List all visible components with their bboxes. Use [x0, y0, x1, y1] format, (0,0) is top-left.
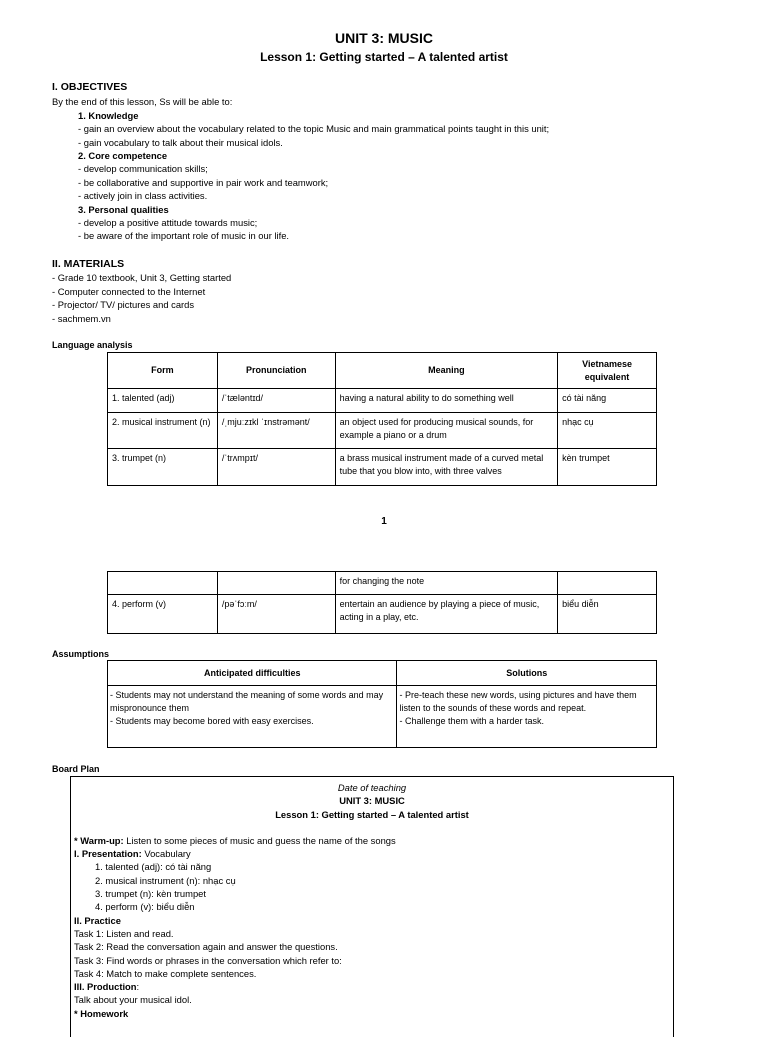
core-item: - be collaborative and supportive in pair work and teamwork;: [78, 176, 329, 188]
table-header-row: [108, 661, 657, 686]
cell-vietnamese: nhạc cụ: [558, 413, 657, 449]
objectives-heading: I. OBJECTIVES: [52, 81, 128, 93]
solution-item: - Challenge them with a harder task.: [399, 716, 545, 726]
language-analysis-table: [107, 352, 657, 486]
table-header-row: [108, 353, 657, 389]
solution-item: - Pre-teach these new words, using pictures and have them listen to the sounds of these words and repeat.: [399, 690, 637, 713]
cell-pronunciation: /ˈtrʌmpɪt/: [217, 449, 335, 486]
core-item: - develop communication skills;: [78, 163, 208, 175]
cell-form: 4. perform (v): [108, 595, 218, 634]
cell-meaning: an object used for producing musical sounds, for example a piano or a drum: [335, 413, 557, 449]
assumptions-table: [107, 660, 657, 748]
cell-form: 1. talented (adj): [108, 389, 218, 413]
board-task: Task 2: Read the conversation again and answer the questions.: [74, 941, 338, 953]
board-production: III. Production:: [74, 981, 140, 993]
language-analysis-table-continued: [107, 571, 657, 634]
lesson-subtitle: Lesson 1: Getting started – A talented artist: [260, 50, 508, 64]
solutions-cell: [397, 686, 657, 748]
board-task: Task 3: Find words or phrases in the conversation which refer to:: [74, 954, 342, 966]
table-row: [108, 413, 657, 449]
board-production-text: Talk about your musical idol.: [74, 994, 192, 1006]
personal-item: - be aware of the important role of music in our life.: [78, 230, 290, 242]
column-header: Anticipated difficulties: [108, 661, 397, 686]
board-homework-label: * Homework: [74, 1007, 129, 1019]
board-practice-label: II. Practice: [74, 914, 121, 926]
cell-pronunciation: [217, 572, 335, 595]
table-row: [108, 686, 657, 748]
table-row: [108, 449, 657, 486]
objectives-intro: By the end of this lesson, Ss will be able to:: [52, 96, 233, 108]
board-unit-title: UNIT 3: MUSIC: [339, 795, 405, 807]
cell-vietnamese: [558, 572, 657, 595]
board-presentation: I. Presentation: Vocabulary: [74, 848, 191, 860]
column-header: Form: [108, 353, 218, 389]
difficulties-cell: [108, 686, 397, 748]
board-task: Task 1: Listen and read.: [74, 927, 174, 939]
board-plan-label: Board Plan: [52, 764, 100, 774]
cell-meaning: entertain an audience by playing a piece of music, acting in a play, etc.: [335, 595, 558, 634]
objectives-section: [52, 81, 549, 243]
column-header: Meaning: [335, 353, 557, 389]
board-vocab-item: 3. trumpet (n): kèn trumpet: [95, 888, 206, 900]
cell-vietnamese: biểu diễn: [558, 595, 657, 634]
cell-form: 2. musical instrument (n): [108, 413, 218, 449]
cell-vietnamese: kèn trumpet: [558, 449, 657, 486]
knowledge-item: - gain an overview about the vocabulary related to the topic Music and main grammatical points taught in this unit;: [78, 123, 550, 135]
assumptions-label: Assumptions: [52, 649, 110, 659]
cell-form: 3. trumpet (n): [108, 449, 218, 486]
cell-meaning: a brass musical instrument made of a curved metal tube that you blow into, with three valves: [335, 449, 557, 486]
difficulty-item: - Students may not understand the meaning of some words and may mispronounce them: [110, 690, 384, 713]
board-plan-box: [70, 776, 674, 1037]
language-analysis-label: Language analysis: [52, 340, 133, 350]
difficulty-item: - Students may become bored with easy exercises.: [110, 716, 314, 726]
cell-vietnamese: có tài năng: [558, 389, 657, 413]
column-header: Pronunciation: [217, 353, 335, 389]
cell-pronunciation: /pəˈfɔːm/: [217, 595, 335, 634]
personal-item: - develop a positive attitude towards music;: [78, 217, 258, 229]
cell-pronunciation: /ˌmjuːzɪkl ˈɪnstrəmənt/: [217, 413, 335, 449]
board-warmup: * Warm-up: Listen to some pieces of music and guess the name of the songs: [74, 834, 396, 846]
materials-section: [52, 258, 231, 325]
cell-form: [108, 572, 218, 595]
personal-title: 3. Personal qualities: [78, 203, 169, 215]
core-title: 2. Core competence: [78, 150, 168, 162]
column-header: Vietnamese equivalent: [558, 353, 657, 389]
board-vocab-item: 4. perform (v): biểu diễn: [95, 901, 195, 913]
board-date: Date of teaching: [337, 782, 407, 793]
table-row: [108, 572, 657, 595]
cell-meaning: having a natural ability to do something well: [335, 389, 557, 413]
table-row: [108, 389, 657, 413]
cell-meaning: for changing the note: [335, 572, 558, 595]
knowledge-title: 1. Knowledge: [78, 109, 139, 121]
board-lesson-title: Lesson 1: Getting started – A talented artist: [275, 808, 469, 820]
table-row: [108, 595, 657, 634]
document-title: UNIT 3: MUSIC: [335, 30, 433, 46]
cell-pronunciation: /ˈtæləntɪd/: [217, 389, 335, 413]
page-number: 1: [381, 516, 387, 527]
materials-item: - sachmem.vn: [52, 312, 111, 324]
materials-item: - Grade 10 textbook, Unit 3, Getting started: [52, 272, 232, 284]
materials-heading: II. MATERIALS: [52, 258, 125, 270]
core-item: - actively join in class activities.: [78, 190, 208, 202]
materials-item: - Projector/ TV/ pictures and cards: [52, 299, 195, 311]
materials-item: - Computer connected to the Internet: [52, 285, 206, 297]
board-task: Task 4: Match to make complete sentences.: [74, 967, 257, 979]
column-header: Solutions: [397, 661, 657, 686]
knowledge-item: - gain vocabulary to talk about their musical idols.: [78, 136, 283, 148]
board-vocab-item: 1. talented (adj): có tài năng: [95, 861, 212, 873]
board-vocab-item: 2. musical instrument (n): nhạc cụ: [95, 874, 236, 886]
